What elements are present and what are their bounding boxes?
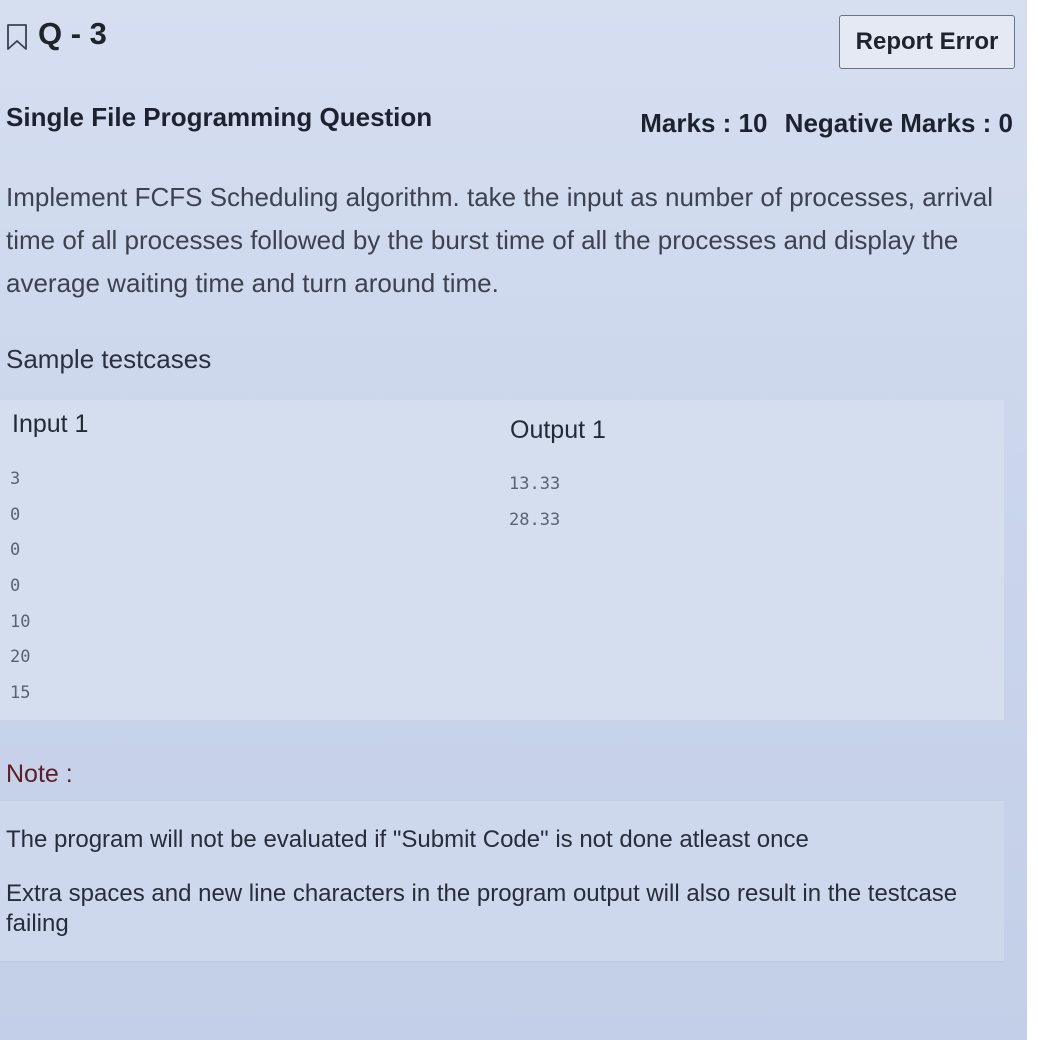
sample-testcases-title: Sample testcases	[6, 344, 212, 374]
question-meta	[6, 100, 1013, 140]
input-line: 10	[10, 611, 31, 632]
input-label: Input 1	[12, 410, 89, 438]
input-line: 20	[10, 647, 31, 668]
marks-info	[640, 108, 1013, 139]
question-header	[6, 12, 1015, 72]
note-line: The program will not be evaluated if "Submit Code" is not done atleast once	[6, 826, 809, 853]
bookmark-icon[interactable]	[6, 24, 28, 50]
input-values	[10, 462, 30, 712]
output-values	[509, 467, 560, 538]
input-line: 0	[10, 504, 21, 525]
output-line: 28.33	[509, 509, 561, 530]
note-line: Extra spaces and new line characters in the program output will also result in the testcase failing	[6, 880, 958, 937]
output-label: Output 1	[510, 416, 606, 444]
report-error-button[interactable]: Report Error	[839, 15, 1015, 69]
question-type: Single File Programming Question	[6, 102, 433, 132]
input-line: 15	[10, 683, 31, 704]
input-line: 0	[10, 576, 21, 597]
input-line: 0	[10, 540, 21, 561]
note-title: Note :	[6, 760, 73, 788]
question-number: Q - 3	[38, 16, 107, 51]
testcase-panel	[0, 400, 1004, 720]
note-box	[0, 800, 1004, 962]
output-line: 13.33	[509, 474, 561, 494]
marks-label: Marks : 10	[640, 108, 768, 138]
negative-marks-label: Negative Marks : 0	[784, 108, 1013, 138]
input-line: 3	[10, 469, 21, 489]
question-description: Implement FCFS Scheduling algorithm. take the input as number of processes, arrival time of all processes followed by the burst time of all the processes and display the average waiting time and turn around time.	[6, 182, 994, 298]
